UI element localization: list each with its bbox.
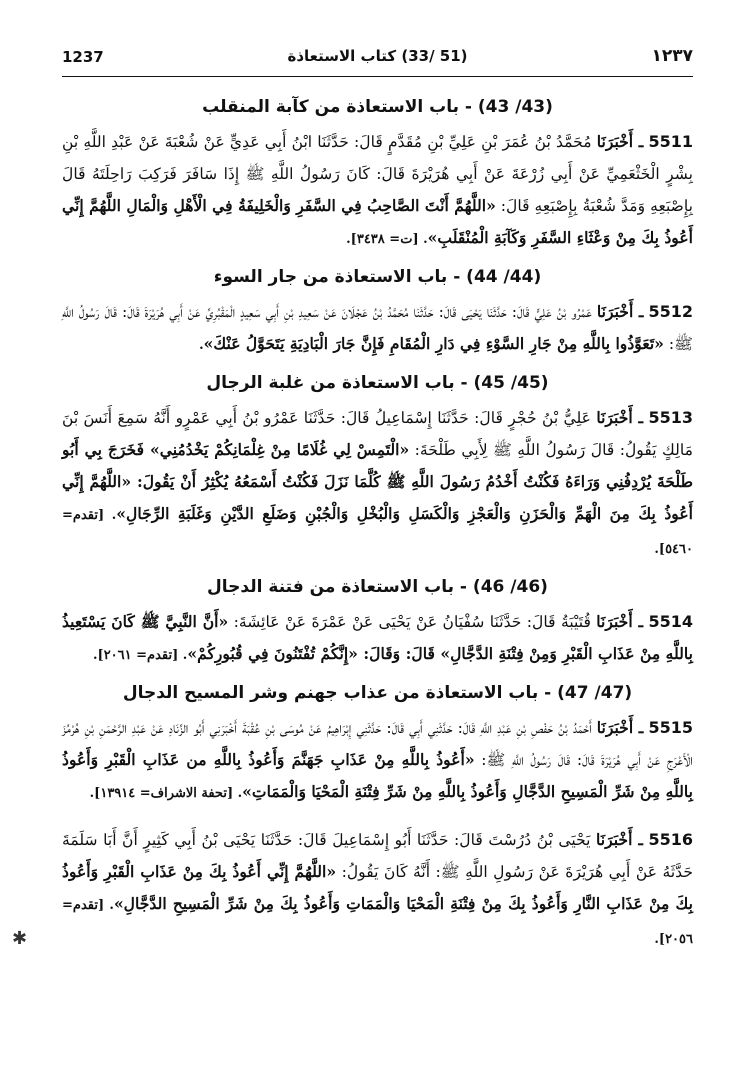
reference: . [ت= ٣٤٣٨]. (346, 232, 428, 247)
hadith-number: 5513 (648, 408, 693, 427)
akhbarana: ـ أَخْبَرَنَا (596, 830, 643, 849)
matn: «تَعَوَّذُوا بِاللَّهِ مِنْ جَارِ السَّوْءِ فِي دَارِ الْمُقَامِ فَإِنَّ جَارَ الْبَادِيَةِ يَتَحَوَّلُ عَنْكَ» (203, 334, 664, 353)
isnad: قُتَيْبَةُ قَالَ: حَدَّثَنَا سُفْيَانُ عَنْ يَحْيَى عَنْ عَمْرَةَ عَنْ عَائِشَةَ: (228, 613, 597, 631)
isnad: عَلِيُّ بْنُ حُجْرٍ قَالَ: حَدَّثَنَا إِسْمَاعِيلُ قَالَ: حَدَّثَنَا عَمْرُو بْنُ أَبِي عَمْرٍو أَنَّهُ سَمِعَ أَنَسَ بْنَ مَالِكٍ يَقُولُ: قَالَ رَسُولُ اللَّهِ ﷺ لِأَبِي طَلْحَةَ: (62, 409, 693, 459)
akhbarana: ـ أَخْبَرَنَا (596, 302, 644, 321)
akhbarana: ـ أَخْبَرَنَا (596, 718, 644, 737)
matn: «الْتَمِسْ لِي غُلَامًا مِنْ غِلْمَانِكُمْ يَخْدُمُنِي» فَخَرَجَ بِي أَبُو طَلْحَةَ يُرْدِفُنِي وَرَاءَهُ فَكُنْتُ أَخْدُمُ رَسُولَ اللَّهِ ﷺ كُلَّمَا نَزَلَ فَكُنْتُ أَسْمَعُهُ يُكْثِرُ أَنْ يَقُولَ: «اللَّهُمَّ إِنِّي أَعُوذُ بِكَ مِنَ الْهَمِّ وَالْحَزَنِ وَالْعَجْزِ وَالْكَسَلِ وَالْبُخْلِ وَالْجُبْنِ وَضَلَعِ الدَّيْنِ وَغَلَبَةِ الرِّجَالِ» (62, 440, 694, 523)
hadith-number: 5514 (648, 612, 693, 631)
chapter-heading: (46/ 46) - باب الاستعاذة من فتنة الدجال (207, 577, 548, 597)
hadith-number: 5516 (648, 830, 693, 849)
hadith-5514 (62, 606, 693, 672)
running-header (62, 42, 693, 77)
akhbarana: ـ أَخْبَرَنَا (596, 612, 644, 631)
isnad: عَمْرُو بْنُ عَلِيٍّ قَالَ: حَدَّثَنَا يَحْيَى قَالَ: حَدَّثَنَا مُحَمَّدُ بْنُ عَجْلَانَ عَنْ سَعِيدِ بْنِ أَبِي سَعِيدٍ الْمَقْبُرِيِّ عَنْ أَبِي هُرَيْرَةَ قَالَ: قَالَ رَسُولُ اللَّهِ ﷺ: (62, 303, 693, 353)
chapter-heading: (47/ 47) - باب الاستعاذة من عذاب جهنم وشر المسيح الدجال (122, 683, 633, 703)
hadith-number: 5515 (648, 718, 693, 737)
chapter-heading: (45/ 45) - باب الاستعاذة من غلبة الرجال (206, 373, 549, 393)
hadith-5511 (62, 126, 693, 256)
reference: . (199, 338, 204, 353)
margin-asterisk-icon: ✱ (12, 928, 28, 949)
akhbarana: ـ أَخْبَرَنَا (596, 132, 644, 151)
matn: «أَنَّ النَّبِيَّ ﷺ كَانَ يَسْتَعِيذُ بِاللَّهِ مِنْ عَذَابِ الْقَبْرِ وَمِنْ فِتْنَةِ الدَّجَّالِ» قَالَ: وَقَالَ: «إِنَّكُمْ تُفْتَنُونَ فِي قُبُورِكُمْ» (62, 612, 693, 663)
reference: . [تقدم= ٥٤٦٠]. (62, 508, 693, 557)
page-number-latin: 1237 (62, 48, 104, 66)
hadith-number: 5512 (648, 302, 693, 321)
isnad: مُحَمَّدُ بْنُ عُمَرَ بْنِ عَلِيِّ بْنِ مُقَدَّمٍ قَالَ: حَدَّثَنَا ابْنُ أَبِي عَدِيٍّ عَنْ شُعْبَةَ عَنْ عَبْدِ اللَّهِ بْنِ بِشْرٍ الْخَثْعَمِيِّ عَنْ أَبِي زُرْعَةَ عَنْ أَبِي هُرَيْرَةَ قَالَ: كَانَ رَسُولُ اللَّهِ ﷺ إِذَا سَافَرَ فَرَكِبَ رَاحِلَتَهُ قَالَ بِإِصْبَعِهِ وَمَدَّ شُعْبَةُ بِإِصْبَعِهِ قَالَ: (62, 133, 694, 215)
hadith-5512 (62, 296, 693, 362)
book-title: (51 /33) كتاب الاستعاذة (287, 47, 468, 65)
isnad: يَحْيَى بْنُ دُرُسْتَ قَالَ: حَدَّثَنَا أَبُو إِسْمَاعِيلَ قَالَ: حَدَّثَنَا يَحْيَى بْنُ أَبِي كَثِيرٍ أَنَّ أَبَا سَلَمَةَ حَدَّثَهُ عَنْ أَبِي هُرَيْرَةَ عَنْ رَسُولِ اللَّهِ ﷺ: أَنَّهُ كَانَ يَقُولُ: (62, 831, 693, 881)
akhbarana: ـ أَخْبَرَنَا (596, 408, 644, 427)
hadith-5516 (62, 824, 693, 956)
hadith-5515 (62, 712, 693, 810)
reference: . [تقدم= ٢٠٥٦]. (62, 898, 693, 947)
chapter-heading: (44/ 44) - باب الاستعاذة من جار السوء (213, 267, 542, 287)
isnad: أَحْمَدُ بْنُ حَفْصِ بْنِ عَبْدِ اللَّهِ قَالَ: حَدَّثَنِي أَبِي قَالَ: حَدَّثَنِي إِبْرَاهِيمُ عَنْ مُوسَى بْنِ عُقْبَةَ أَخْبَرَنِي أَبُو الزِّنَادِ عَنْ عَبْدِ الرَّحْمَنِ بْنِ هُرْمُزَ الْأَعْرَجِ عَنْ أَبِي هُرَيْرَةَ قَالَ: قَالَ رَسُولُ اللَّهِ ﷺ: (62, 719, 693, 769)
page-number-arabic: ١٢٣٧ (651, 46, 693, 66)
chapter-heading: (43/ 43) - باب الاستعاذة من كآبة المنقلب (202, 97, 553, 117)
matn: «أَعُوذُ بِاللَّهِ مِنْ عَذَابِ جَهَنَّمَ وَأَعُوذُ بِاللَّهِ من عَذَابِ الْقَبْرِ وَأَعُوذُ بِاللَّهِ مِنْ شَرِّ الْمَسِيحِ الدَّجَّالِ وَأَعُوذُ بِاللَّهِ مِنْ شَرِّ فِتْنَةِ الْمَحْيَا وَالْمَمَاتِ» (62, 750, 693, 801)
reference: . [تقدم= ٢٠٦١]. (93, 648, 188, 663)
hadith-5513 (62, 402, 693, 566)
reference: . [تحفة الاشراف= ١٣٩١٤]. (89, 786, 243, 801)
hadith-number: 5511 (648, 132, 693, 151)
matn: «اللَّهُمَّ أَنْتَ الصَّاحِبُ فِي السَّفَرِ وَالْخَلِيفَةُ فِي الْأَهْلِ وَالْمَالِ اللَّهُمَّ إِنِّي أَعُوذُ بِكَ مِنْ وَعْثَاءِ السَّفَرِ وَكَآبَةِ الْمُنْقَلَبِ» (62, 196, 693, 247)
page-content (62, 86, 693, 962)
matn: «اللَّهُمَّ إِنِّي أَعُوذُ بِكَ مِنْ عَذَابِ الْقَبْرِ وَأَعُوذُ بِكَ مِنْ عَذَابِ النَّارِ وَأَعُوذُ بِكَ مِنْ فِتْنَةِ الْمَحْيَا وَالْمَمَاتِ وَأَعُوذُ بِكَ مِنْ شَرِّ الْمَسِيحِ الدَّجَّالِ» (62, 862, 693, 913)
